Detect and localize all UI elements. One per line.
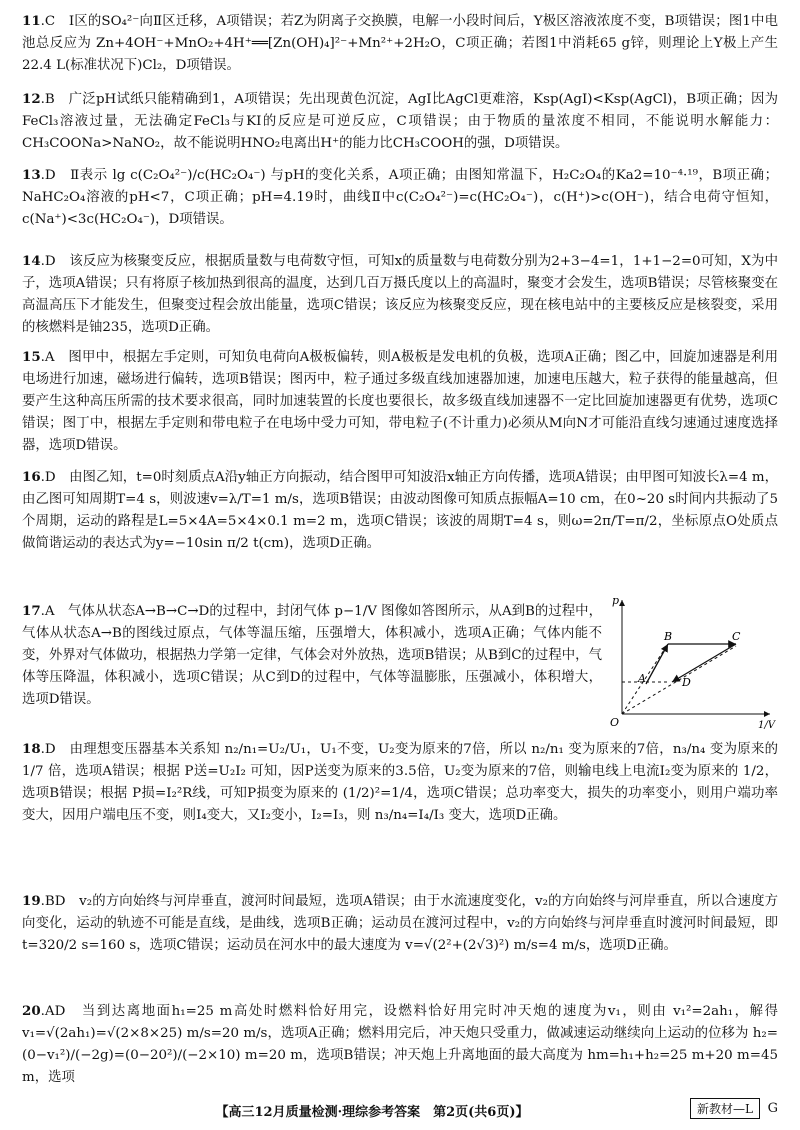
question-text: 该反应为核聚变反应，根据质量数与电荷数守恒，可知x的质量数与电荷数分别为2+3−4=1，1+1−2=0可知，X为中子，选项A错误；只有将原子核加热到很高的温度，达到几百万摄氏度以上的高温时，聚变才会发生，选项B错误；尽管核聚变在高温高压下才能发生，但聚变过程会放出能量，选项C错误；该反应为核聚变反应，现在核电站中的主要核反应是核裂变，采用的核燃料是铀235，选项D正确。 xyxy=(22,254,779,335)
question-text: 图甲中，根据左手定则，可知负电荷向A极板偏转，则A极板是发电机的负极，选项A正确；图乙中，回旋加速器是利用电场进行加速，磁场进行偏转，选项B错误；图丙中，粒子通过多级直线加速器加速，加速电压越大，粒子获得的能量越高，但要产生这种高压所需的技术要求很高，同时加速装置的长度也要很长，故多级直线加速器不一定比回旋加速器更有优势，选项C错误；图丁中，根据左手定则和带电粒子在电场中受力可知，带电粒子(不计重力)必须从M向N才可能沿直线匀速通过速度选择器，选项D错误。 xyxy=(22,350,779,453)
footer-title: 【高三12月质量检测·理综参考答案 第2页(共6页)】 xyxy=(215,1105,529,1120)
question-answer: D xyxy=(44,742,56,757)
question-number: 13 xyxy=(22,167,41,183)
path-ab xyxy=(646,644,668,684)
question-text: 广泛pH试纸只能精确到1，A项错误；先出现黄色沉淀，AgI比AgCl更难溶，Ksp(AgI)<Ksp(AgCl)，B项正确；因为FeCl₃溶液过量，无法确定FeCl₃与KI的反应是可逆反应，C项错误；由于物质的量浓度不相同，不能说明水解能力：CH₃COONa>NaNO₂，故不能说明HNO₂电离出H⁺的能力比CH₃COOH的强，D项错误。 xyxy=(22,92,778,151)
point-b-label: B xyxy=(664,630,673,643)
question-text: Ⅱ表示 lg c(C₂O₄²⁻)/c(HC₂O₄⁻) 与pH的变化关系，A项正确；由图知常温下，H₂C₂O₄的Ka2=10⁻⁴·¹⁹，B项正确；NaHC₂O₄溶液的pH<7，C项正确；pH=4.19时，曲线Ⅱ中c(C₂O₄²⁻)=c(HC₂O₄⁻)，c(H⁺)>c(OH⁻)，结合电荷守恒知，c(Na⁺)<3c(HC₂O₄⁻)，D项错误。 xyxy=(22,168,778,227)
question-answer: B xyxy=(44,92,55,107)
question-number: 15 xyxy=(22,349,41,365)
question-text: 当到达离地面h₁=25 m高处时燃料恰好用完，设燃料恰好用完时冲天炮的速度为v₁，则由 v₁²=2ah₁，解得 v₁=√(2ah₁)=√(2×8×25) m/s=20 m/s，选项A正确；燃料用完后，冲天炮只受重力，做减速运动继续向上运动的位移为 h₂=(0−v₁²)/(−2g)=(0−20²)/(−2×10) m=20 m，选项B错误；冲天炮上升离地面的最大高度为 hm=h₁+h₂=25 m+20 m=45 m，选项 xyxy=(22,1004,778,1085)
question-number: 18 xyxy=(22,741,41,757)
question-answer: A xyxy=(44,350,55,365)
question-20: 20.AD 当到达离地面h₁=25 m高处时燃料恰好用完，设燃料恰好用完时冲天炮的速度为v₁，则由 v₁²=2ah₁，解得 v₁=√(2ah₁)=√(2×8×25) m/s=20 m/s，选项A正确；燃料用完后，冲天炮只受重力，做减速运动继续向上运动的位移为 h₂=(0−v₁²)/(−2g)=(0−20²)/(−2×10) m=20 m，选项B错误；冲天炮上升离地面的最大高度为 hm=h₁+h₂=25 m+20 m=45 m，选项 xyxy=(22,1003,778,1085)
question-12: 12.B 广泛pH试纸只能精确到1，A项错误；先出现黄色沉淀，AgI比AgCl更难溶，Ksp(AgI)<Ksp(AgCl)，B项正确；因为FeCl₃溶液过量，无法确定FeCl₃与KI的反应是可逆反应，C项错误；由于物质的量浓度不相同，不能说明水解能力：CH₃COONa>NaNO₂，故不能说明HNO₂电离出H⁺的能力比CH₃COOH的强，D项错误。 xyxy=(22,91,778,151)
question-14: 14.D 该反应为核聚变反应，根据质量数与电荷数守恒，可知x的质量数与电荷数分别为2+3−4=1，1+1−2=0可知，X为中子，选项A错误；只有将原子核加热到很高的温度，达到几百万摄氏度以上的高温时，聚变才会发生，选项B错误；尽管核聚变在高温高压下才能发生，但聚变过程会放出能量，选项C错误；该反应为核聚变反应，现在核电站中的主要核反应是核裂变，采用的核燃料是铀235，选项D正确。 xyxy=(22,253,779,335)
p-inverse-v-diagram xyxy=(608,594,778,734)
point-a-label: A xyxy=(638,672,646,685)
question-answer: BD xyxy=(44,894,66,909)
question-13: 13.D Ⅱ表示 lg c(C₂O₄²⁻)/c(HC₂O₄⁻) 与pH的变化关系，A项正确；由图知常温下，H₂C₂O₄的Ka2=10⁻⁴·¹⁹，B项正确；NaHC₂O₄溶液的pH<7，C项正确；pH=4.19时，曲线Ⅱ中c(C₂O₄²⁻)=c(HC₂O₄⁻)，c(H⁺)>c(OH⁻)，结合电荷守恒知，c(Na⁺)<3c(HC₂O₄⁻)，D项错误。 xyxy=(22,167,778,227)
question-text: 气体从状态A→B→C→D的过程中，封闭气体 p−1/V 图像如答图所示，从A到B的过程中，气体从状态A→B的图线过原点，气体等温压缩，压强增大，体积减小，选项A正确；气体内能不变，外界对气体做功，根据热力学第一定律，气体会对外放热，选项B错误；从B到C的过程中，气体等压降温，体积减小，选项C错误；从C到D的过程中，气体等温膨胀，压强减小，体积增大，选项D错误。 xyxy=(22,604,602,707)
question-text: Ⅰ区的SO₄²⁻向Ⅱ区迁移，A项错误；若Z为阴离子交换膜，电解一小段时间后，Y极区溶液浓度不变，B项错误；图1中电池总反应为 Zn+4OH⁻+MnO₂+4H⁺══[Zn(OH)₄]²⁻+Mn²⁺+2H₂O，C项正确；若图1中消耗65 g锌，则理论上Y极上产生22.4 L(标准状况下)Cl₂，D项错误。 xyxy=(22,14,778,73)
x-axis-label: 1/V xyxy=(758,720,775,731)
question-15: 15.A 图甲中，根据左手定则，可知负电荷向A极板偏转，则A极板是发电机的负极，选项A正确；图乙中，回旋加速器是利用电场进行加速，磁场进行偏转，选项B错误；图丙中，粒子通过多级直线加速器加速，加速电压越大，粒子获得的能量越高，但要产生这种高压所需的技术要求很高，同时加速装置的长度也要很长，故多级直线加速器不一定比回旋加速器更有优势，选项C错误；图丁中，根据左手定则和带电粒子在电场中受力可知，带电粒子(不计重力)必须从M向N才可能沿直线匀速通过速度选择器，选项D错误。 xyxy=(22,349,779,453)
question-answer: D xyxy=(44,254,56,269)
question-text: 由图乙知，t=0时刻质点A沿y轴正方向振动，结合图甲可知波沿x轴正方向传播，选项A错误；由甲图可知波长λ=4 m，由乙图可知周期T=4 s，则波速v=λ/T=1 m/s，选项B错误；由波动图像可知质点振幅A=10 cm，在0~20 s时间内共振动了5个周期，运动的路程是L=5×4A=5×4×0.1 m=2 m，选项C错误；该波的周期T=4 s，则ω=2π/T=π/2，坐标原点O处质点做简谐运动的表达式为y=−10sin π/2 t(cm)，选项D正确。 xyxy=(22,470,778,551)
question-17: 17.A 气体从状态A→B→C→D的过程中，封闭气体 p−1/V 图像如答图所示，从A到B的过程中，气体从状态A→B的图线过原点，气体等温压缩，压强增大，体积减小，选项A正确；气体内能不变，外界对气体做功，根据热力学第一定律，气体会对外放热，选项B错误；从B到C的过程中，气体等压降温，体积减小，选项C错误；从C到D的过程中，气体等温膨胀，压强减小，体积增大，选项D错误。 xyxy=(22,603,602,707)
question-number: 19 xyxy=(22,893,41,909)
question-18: 18.D 由理想变压器基本关系知 n₂/n₁=U₂/U₁，U₁不变，U₂变为原来的7倍，所以 n₂/n₁ 变为原来的7倍，n₃/n₄ 变为原来的 1/7 倍，选项A错误；根据 P送=U₂I₂ 可知，因P送变为原来的3.5倍，U₂变为原来的7倍，则输电线上电流I₂变为原来的 1/2，选项B错误；根据 P损=I₂²R线，可知P损变为原来的 (1/2)²=1/4，选项C错误；总功率变大，损失的功率变小，则用户端功率变大，因用户端电压不变，则I₄变大，又I₂变小，I₂=I₃，则 n₃/n₄=I₄/I₃ 变大，选项D正确。 xyxy=(22,741,779,823)
point-c-label: C xyxy=(732,630,741,643)
question-answer: D xyxy=(44,470,56,485)
y-axis-label: p xyxy=(612,594,620,607)
question-answer: C xyxy=(44,14,56,29)
question-answer: D xyxy=(44,168,56,183)
question-text: 由理想变压器基本关系知 n₂/n₁=U₂/U₁，U₁不变，U₂变为原来的7倍，所以 n₂/n₁ 变为原来的7倍，n₃/n₄ 变为原来的 1/7 倍，选项A错误；根据 P送=U₂I₂ 可知，因P送变为原来的3.5倍，U₂变为原来的7倍，则输电线上电流I₂变为原来的 1/2，选项B错误；根据 P损=I₂²R线，可知P损变为原来的 (1/2)²=1/4，选项C错误；总功率变大，损失的功率变小，则用户端功率变大，因用户端电压不变，则I₄变大，又I₂变小，I₂=I₃，则 n₃/n₄=I₄/I₃ 变大，选项D正确。 xyxy=(22,742,779,823)
question-11: 11.C Ⅰ区的SO₄²⁻向Ⅱ区迁移，A项错误；若Z为阴离子交换膜，电解一小段时间后，Y极区溶液浓度不变，B项错误；图1中电池总反应为 Zn+4OH⁻+MnO₂+4H⁺══[Zn(OH)₄]²⁻+Mn²⁺+2H₂O，C项正确；若图1中消耗65 g锌，则理论上Y极上产生22.4 L(标准状况下)Cl₂，D项错误。 xyxy=(22,13,778,73)
origin-label: O xyxy=(610,716,620,729)
question-number: 11 xyxy=(22,13,41,29)
question-16: 16.D 由图乙知，t=0时刻质点A沿y轴正方向振动，结合图甲可知波沿x轴正方向传播，选项A错误；由甲图可知波长λ=4 m，由乙图可知周期T=4 s，则波速v=λ/T=1 m/s，选项B错误；由波动图像可知质点振幅A=10 cm，在0~20 s时间内共振动了5个周期，运动的路程是L=5×4A=5×4×0.1 m=2 m，选项C错误；该波的周期T=4 s，则ω=2π/T=π/2，坐标原点O处质点做简谐运动的表达式为y=−10sin π/2 t(cm)，选项D正确。 xyxy=(22,469,778,551)
question-19: 19.BD v₂的方向始终与河岸垂直，渡河时间最短，选项A错误；由于水流速度变化，v₂的方向始终与河岸垂直，所以合速度方向变化，运动的轨迹不可能是直线，是曲线，选项B正确；运动员在渡河过程中，v₂的方向始终与河岸垂直时渡河时间最短，即 t=320/2 s=160 s，选项C错误；运动员在河水中的最大速度为 v=√(2²+(2√3)²) m/s=4 m/s，选项D正确。 xyxy=(22,893,778,953)
page-footer xyxy=(22,1098,778,1122)
question-number: 20 xyxy=(22,1003,41,1019)
question-number: 17 xyxy=(22,603,41,619)
question-number: 14 xyxy=(22,253,41,269)
question-number: 12 xyxy=(22,91,41,107)
question-answer: A xyxy=(44,604,55,619)
question-answer: AD xyxy=(44,1004,66,1019)
version-letter: G xyxy=(767,1101,778,1116)
question-text: v₂的方向始终与河岸垂直，渡河时间最短，选项A错误；由于水流速度变化，v₂的方向始终与河岸垂直，所以合速度方向变化，运动的轨迹不可能是直线，是曲线，选项B正确；运动员在渡河过程中，v₂的方向始终与河岸垂直时渡河时间最短，即 t=320/2 s=160 s，选项C错误；运动员在河水中的最大速度为 v=√(2²+(2√3)²) m/s=4 m/s，选项D正确。 xyxy=(22,894,778,953)
point-d-label: D xyxy=(682,676,691,689)
question-number: 16 xyxy=(22,469,41,485)
edition-tag: 新教材—L xyxy=(690,1098,760,1119)
